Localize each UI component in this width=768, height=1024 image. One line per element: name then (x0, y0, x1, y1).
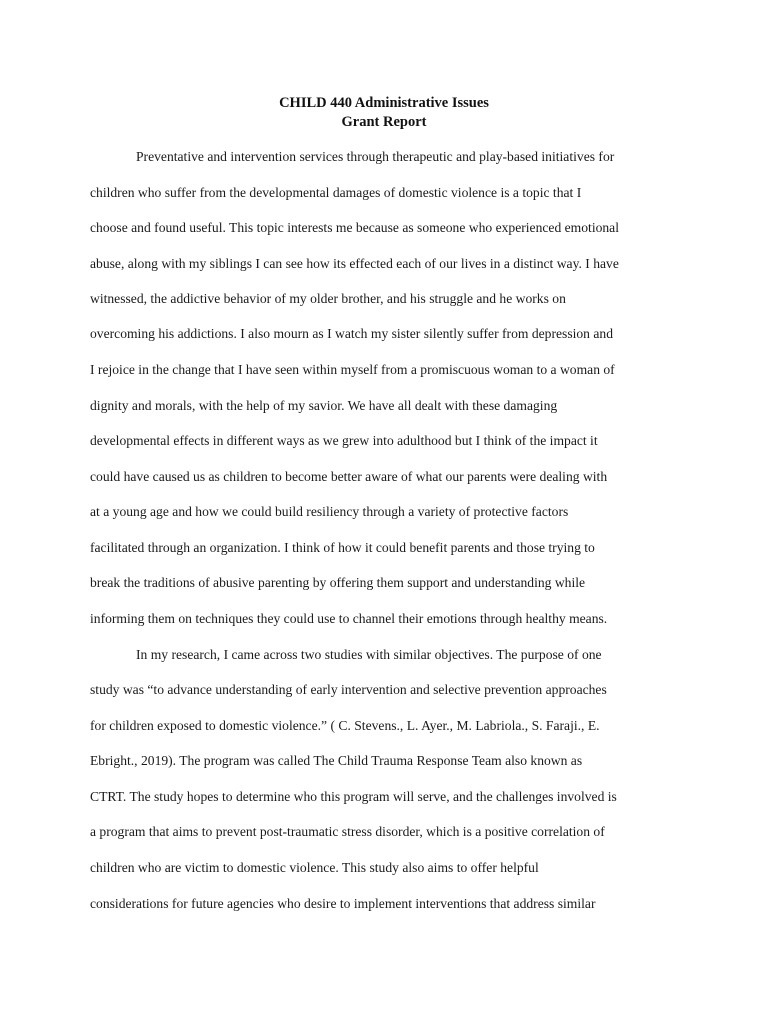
paragraph-2-line-1: In my research, I came across two studies with similar objectives. The purpose of one (136, 647, 602, 662)
paragraph-1-line-4: abuse, along with my siblings I can see how its effected each of our lives in a distinct way. I have (90, 256, 619, 271)
title-block (0, 94, 768, 132)
paragraph-1-line-12: facilitated through an organization. I think of how it could benefit parents and those trying to (90, 540, 595, 555)
paragraph-2-line-5: CTRT. The study hopes to determine who this program will serve, and the challenges involved is (90, 789, 617, 804)
document-title: CHILD 440 Administrative Issues (279, 95, 489, 111)
paragraph-2-line-2: study was “to advance understanding of early intervention and selective prevention approaches (90, 682, 607, 697)
paragraph-1-line-2: children who suffer from the developmental damages of domestic violence is a topic that I (90, 185, 582, 200)
paragraph-2-line-8: considerations for future agencies who desire to implement interventions that address similar (90, 896, 596, 911)
paragraph-1-line-13: break the traditions of abusive parenting by offering them support and understanding while (90, 575, 586, 590)
paragraph-2-line-7: children who are victim to domestic violence. This study also aims to offer helpful (90, 860, 539, 875)
paragraph-1-line-9: developmental effects in different ways as we grew into adulthood but I think of the impact it (90, 433, 598, 448)
paragraph-1-line-14: informing them on techniques they could use to channel their emotions through healthy means. (90, 611, 608, 626)
paragraph-1-line-11: at a young age and how we could build resiliency through a variety of protective factors (90, 504, 569, 519)
paragraph-2-line-3: for children exposed to domestic violence.” ( C. Stevens., L. Ayer., M. Labriola., S. Faraji., E. (90, 718, 600, 733)
paragraph-1-line-6: overcoming his addictions. I also mourn as I watch my sister silently suffer from depression and (90, 326, 614, 341)
paragraph-1-line-1: Preventative and intervention services through therapeutic and play-based initiatives for (136, 149, 615, 164)
paragraph-1-line-10: could have caused us as children to become better aware of what our parents were dealing with (90, 469, 608, 484)
paragraph-2-line-4: Ebright., 2019). The program was called The Child Trauma Response Team also known as (90, 753, 583, 768)
paragraph-1-line-7: I rejoice in the change that I have seen within myself from a promiscuous woman to a woman of (90, 362, 615, 377)
paragraph-1-line-3: choose and found useful. This topic interests me because as someone who experienced emotional (90, 220, 619, 235)
paragraph-2-line-6: a program that aims to prevent post-traumatic stress disorder, which is a positive correlation of (90, 824, 605, 839)
paragraph-1-line-5: witnessed, the addictive behavior of my older brother, and his struggle and he works on (90, 291, 566, 306)
document-subtitle: Grant Report (341, 114, 427, 130)
paragraph-1-line-8: dignity and morals, with the help of my savior. We have all dealt with these damaging (90, 398, 558, 413)
